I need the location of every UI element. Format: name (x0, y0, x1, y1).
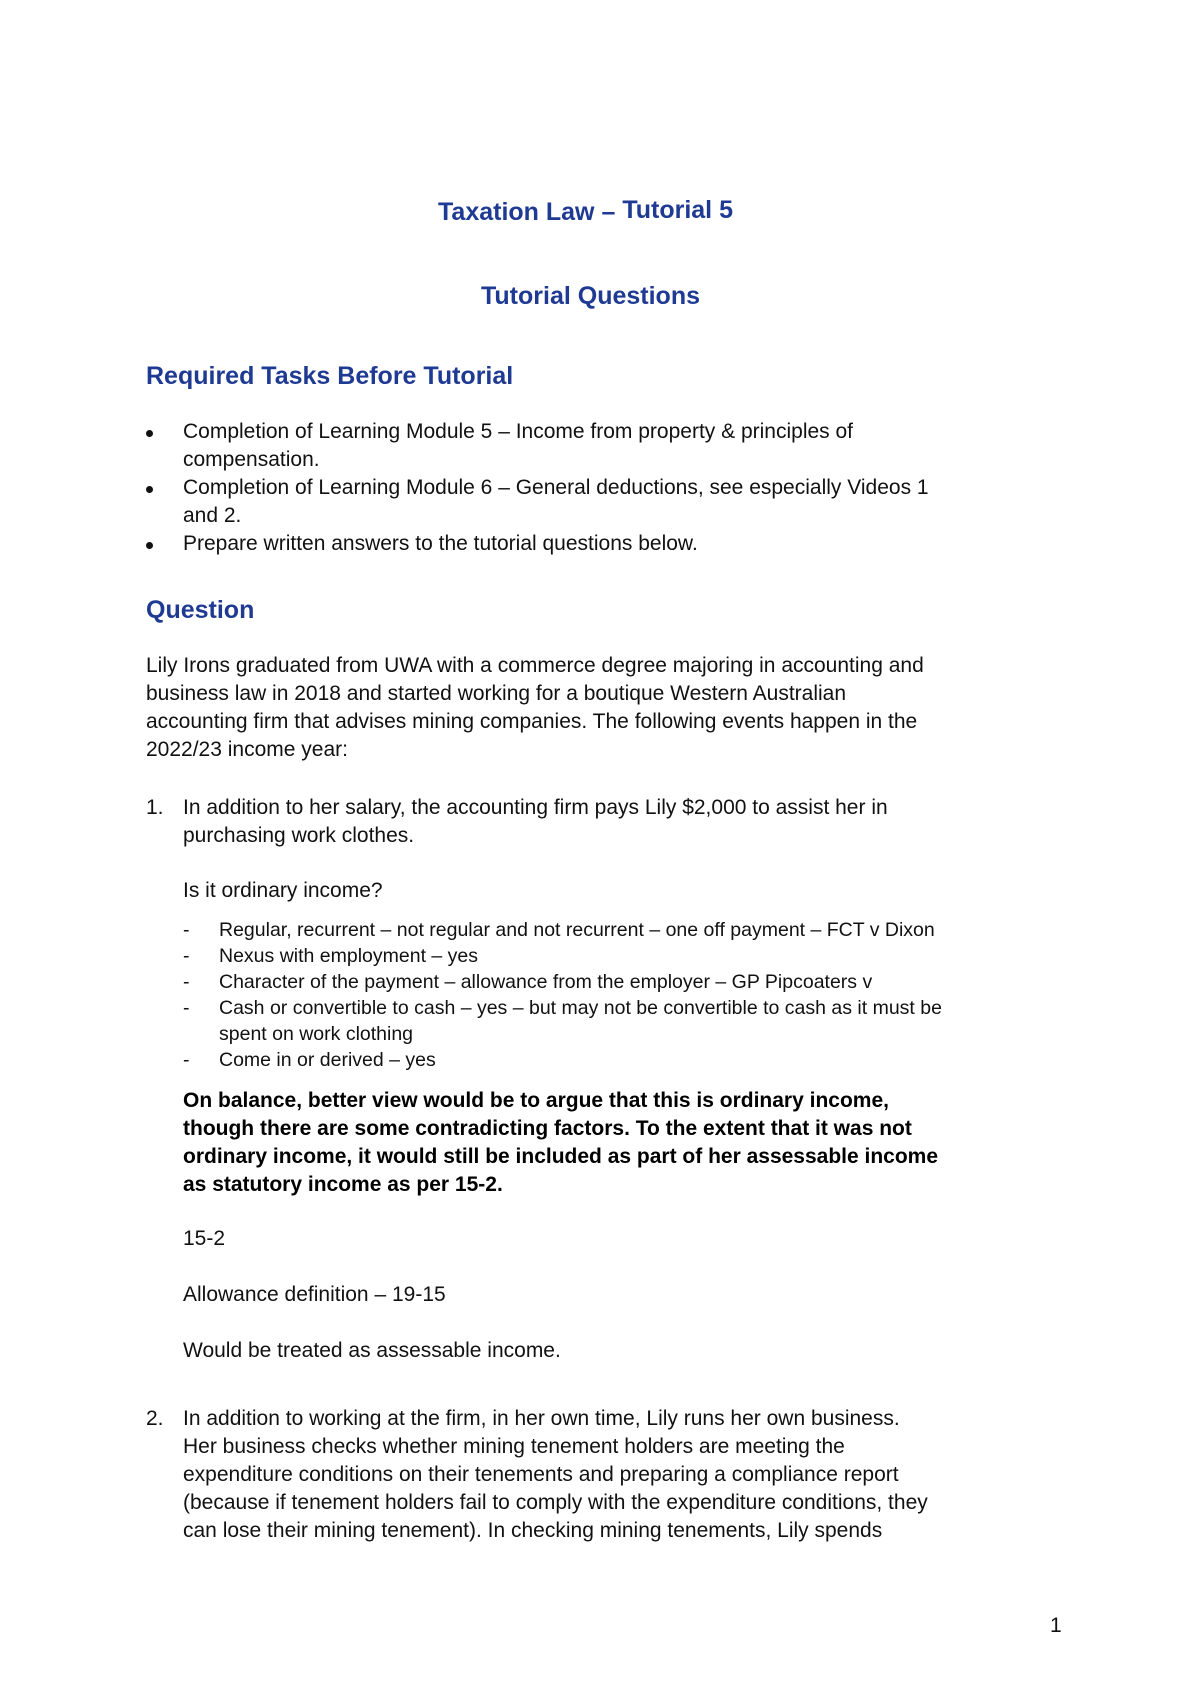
bullet-icon (146, 542, 153, 549)
dash-icon: - (183, 919, 190, 941)
list-item-line: compensation. (183, 448, 320, 471)
dash-icon: - (183, 1049, 190, 1071)
dash-item: Come in or derived – yes (219, 1049, 436, 1071)
intro-line: business law in 2018 and started working for a boutique Western Australian (146, 682, 847, 705)
intro-line: 2022/23 income year: (146, 738, 348, 761)
item-line: (because if tenement holders fail to comply with the expenditure conditions, they (183, 1491, 928, 1514)
dash-icon: - (183, 945, 190, 967)
item-1-ref-section: 15-2 (183, 1227, 226, 1250)
list-item-line: Completion of Learning Module 5 – Income from property & principles of (183, 420, 854, 443)
list-item (183, 474, 929, 530)
list-item (183, 530, 698, 558)
document-subtitle: Tutorial Questions (481, 282, 700, 310)
item-1-conclusion (183, 1087, 938, 1199)
title-part-1: Taxation Law – (438, 198, 623, 226)
conclusion-line: as statutory income as per 15-2. (183, 1173, 503, 1196)
item-1-question: Is it ordinary income? (183, 879, 383, 902)
page-number: 1 (1050, 1614, 1062, 1637)
dash-icon: - (183, 971, 190, 993)
conclusion-line: On balance, better view would be to argue that this is ordinary income, (183, 1089, 889, 1112)
item-1-number: 1. (146, 796, 164, 819)
dash-item: Regular, recurrent – not regular and not recurrent – one off payment – FCT v Dixon (219, 919, 935, 941)
dash-item-line: spent on work clothing (219, 1023, 414, 1045)
item-line: In addition to working at the firm, in her own time, Lily runs her own business. (183, 1407, 900, 1430)
conclusion-line: though there are some contradicting factors. To the extent that it was not (183, 1117, 912, 1140)
bullet-icon (146, 486, 153, 493)
question-intro (146, 652, 924, 764)
item-line: purchasing work clothes. (183, 824, 415, 847)
bullet-icon (146, 430, 153, 437)
item-line: expenditure conditions on their tenements and preparing a compliance report (183, 1463, 899, 1486)
item-line: can lose their mining tenement). In checking mining tenements, Lily spends (183, 1519, 883, 1542)
conclusion-line: ordinary income, it would still be included as part of her assessable income (183, 1145, 939, 1168)
item-2-number: 2. (146, 1407, 164, 1430)
intro-line: accounting firm that advises mining companies. The following events happen in the (146, 710, 918, 733)
list-item-line: Completion of Learning Module 6 – General deductions, see especially Videos 1 (183, 476, 929, 499)
title-part-2: Tutorial 5 (622, 196, 733, 224)
list-item-line: and 2. (183, 504, 242, 527)
item-line: Her business checks whether mining tenement holders are meeting the (183, 1435, 845, 1458)
question-heading: Question (146, 596, 255, 624)
item-1-text (183, 794, 888, 850)
list-item-line: Prepare written answers to the tutorial questions below. (183, 532, 698, 555)
dash-icon: - (183, 997, 190, 1019)
item-1-ref-allowance: Allowance definition – 19-15 (183, 1283, 446, 1306)
item-line: In addition to her salary, the accounting firm pays Lily $2,000 to assist her in (183, 796, 888, 819)
item-2-text (183, 1405, 928, 1545)
item-1-ref-treatment: Would be treated as assessable income. (183, 1339, 561, 1362)
list-item (183, 418, 853, 474)
dash-item-line: Cash or convertible to cash – yes – but may not be convertible to cash as it must be (219, 997, 942, 1019)
dash-item: Nexus with employment – yes (219, 945, 479, 967)
required-tasks-heading: Required Tasks Before Tutorial (146, 362, 514, 390)
dash-item (219, 995, 942, 1047)
intro-line: Lily Irons graduated from UWA with a commerce degree majoring in accounting and (146, 654, 924, 677)
document-title (438, 198, 733, 227)
dash-item: Character of the payment – allowance from the employer – GP Pipcoaters v (219, 971, 873, 993)
